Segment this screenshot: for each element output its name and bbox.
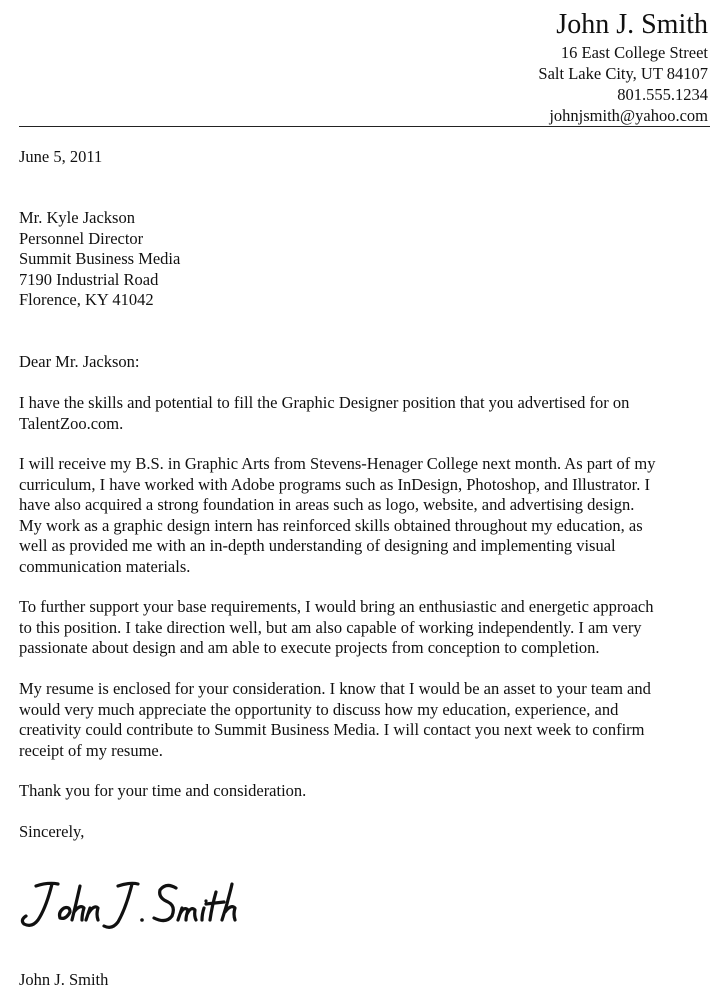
recipient-city: Florence, KY 41042	[19, 290, 154, 310]
paragraph-line: have also acquired a strong foundation in areas such as logo, website, and advertising design.	[19, 495, 635, 515]
recipient-name: Mr. Kyle Jackson	[19, 208, 135, 227]
paragraph-line: receipt of my resume.	[19, 740, 163, 760]
paragraph-line: TalentZoo.com.	[19, 413, 124, 433]
sender-phone: 801.555.1234	[617, 85, 708, 104]
paragraph-line: To further support your base requirements, I would bring an enthusiastic and energetic approach	[19, 597, 654, 616]
recipient-title: Personnel Director	[19, 228, 144, 248]
paragraph-line: I will receive my B.S. in Graphic Arts from Stevens-Henager College next month. As part of my	[19, 454, 656, 473]
paragraph-line: My resume is enclosed for your consideration. I know that I would be an asset to your team and	[19, 679, 651, 698]
sender-city: Salt Lake City, UT 84107	[538, 64, 708, 83]
letter-date: June 5, 2011	[19, 147, 103, 166]
paragraph-line: well as provided me with an in-depth understanding of designing and implementing visual	[19, 536, 616, 556]
typed-signature-name: John J. Smith	[19, 970, 109, 989]
handwritten-signature	[14, 868, 274, 938]
body-paragraph	[19, 679, 714, 761]
paragraph-line: curriculum, I have worked with Adobe programs such as InDesign, Photoshop, and Illustrator. I	[19, 474, 651, 494]
paragraph-line: My work as a graphic design intern has reinforced skills obtained throughout my education, as	[19, 515, 643, 535]
sender-email: johnjsmith@yahoo.com	[549, 106, 708, 125]
paragraph-line: communication materials.	[19, 556, 191, 576]
paragraph-line: I have the skills and potential to fill the Graphic Designer position that you advertised for on	[19, 393, 630, 412]
paragraph-line: creativity could contribute to Summit Business Media. I will contact you next week to confirm	[19, 720, 645, 740]
recipient-company: Summit Business Media	[19, 249, 181, 269]
paragraph-line: would very much appreciate the opportunity to discuss how my education, experience, and	[19, 699, 619, 719]
sender-address-block	[538, 8, 708, 126]
closing-line: Sincerely,	[19, 822, 85, 841]
body-paragraph	[19, 454, 714, 578]
header-divider	[19, 126, 710, 127]
thanks-line: Thank you for your time and consideration.	[19, 781, 307, 800]
paragraph-line: to this position. I take direction well, but am also capable of working independently. I am very	[19, 617, 642, 637]
body-paragraph	[19, 597, 714, 659]
paragraph-line: passionate about design and am able to execute projects from conception to completion.	[19, 638, 600, 658]
recipient-address-block	[19, 208, 714, 311]
recipient-street: 7190 Industrial Road	[19, 269, 159, 289]
salutation: Dear Mr. Jackson:	[19, 352, 140, 371]
body-paragraph	[19, 393, 714, 434]
sender-street: 16 East College Street	[560, 43, 708, 62]
sender-name: John J. Smith	[556, 9, 708, 40]
